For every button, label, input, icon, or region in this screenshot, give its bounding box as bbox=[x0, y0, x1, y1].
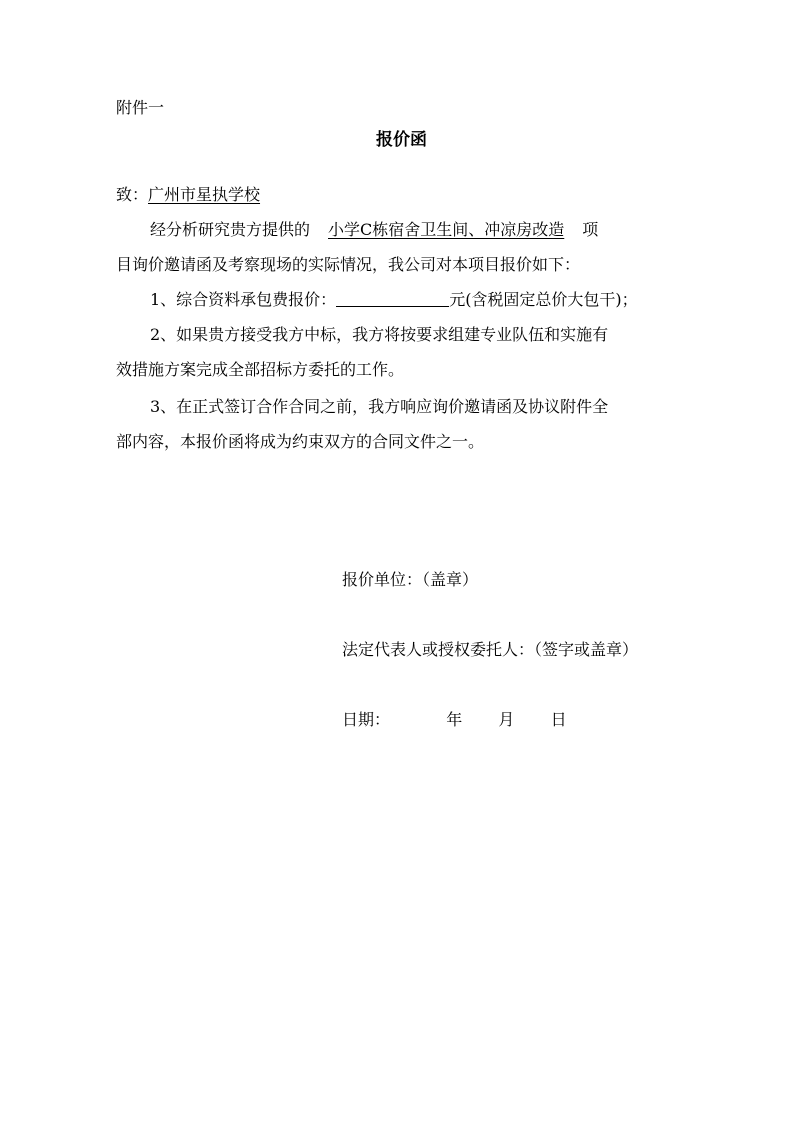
annex-label: 附件一 bbox=[116, 98, 165, 117]
price-blank bbox=[336, 290, 449, 307]
date-year: 年 bbox=[446, 710, 463, 729]
date-line bbox=[342, 709, 567, 731]
item-2-line-2: 效措施方案完成全部招标方委托的工作。 bbox=[116, 360, 405, 379]
intro-line-2: 目询价邀请函及考察现场的实际情况，我公司对本项目报价如下： bbox=[116, 255, 581, 274]
date-month: 月 bbox=[498, 710, 515, 729]
legal-representative: 法定代表人或授权委托人：（签字或盖章） bbox=[342, 640, 639, 659]
item-1 bbox=[150, 289, 638, 311]
intro-before: 经分析研究贵方提供的 bbox=[150, 220, 311, 239]
item-2-line-1: 2、如果贵方接受我方中标，我方将按要求组建专业队伍和实施有 bbox=[150, 325, 609, 344]
item-3-line-2: 部内容，本报价函将成为约束双方的合同文件之一。 bbox=[116, 432, 485, 451]
intro-after: 项 bbox=[582, 220, 599, 239]
recipient-name: 广州市星执学校 bbox=[148, 185, 261, 204]
salutation-prefix: 致： bbox=[116, 185, 149, 204]
salutation bbox=[116, 184, 260, 206]
intro-line-1 bbox=[150, 219, 598, 241]
date-label: 日期： bbox=[342, 710, 391, 729]
date-day: 日 bbox=[550, 710, 567, 729]
project-name: 小学C栋宿舍卫生间、冲凉房改造 bbox=[328, 220, 565, 239]
item-1-suffix: 元(含税固定总价大包干)； bbox=[449, 290, 638, 309]
item-3-line-1: 3、在正式签订合作合同之前，我方响应询价邀请函及协议附件全 bbox=[150, 397, 609, 416]
document-title: 报价函 bbox=[376, 130, 427, 150]
item-1-text: 1、综合资料承包费报价： bbox=[150, 290, 337, 309]
quoting-unit: 报价单位：（盖章） bbox=[342, 570, 479, 589]
